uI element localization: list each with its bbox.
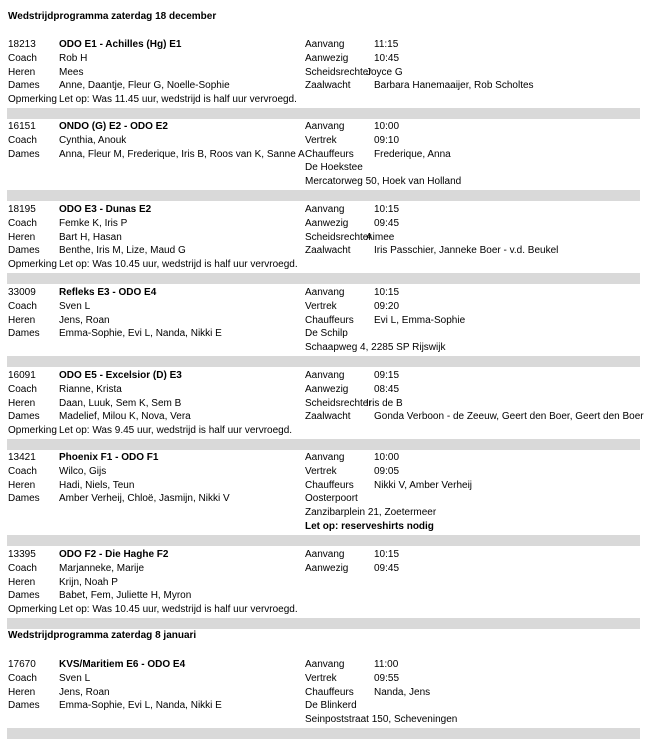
- heren-label: Heren: [8, 231, 36, 243]
- remark-text: Let op: Was 10.45 uur, wedstrijd is half uur vervroegd.: [59, 259, 298, 271]
- info-value: 11:15: [374, 39, 399, 50]
- match-row: [0, 300, 654, 314]
- coach-label: Coach: [8, 134, 37, 146]
- info-label: Zaalwacht: [305, 80, 351, 92]
- venue-line: Schaapweg 4, 2285 SP Rijswijk: [305, 342, 446, 354]
- info-value: 10:00: [374, 121, 400, 132]
- match-row: [0, 217, 654, 231]
- match-number: 13395: [8, 549, 36, 560]
- remark-row: [0, 603, 654, 617]
- match-row: [0, 383, 654, 397]
- match-number: 18195: [8, 204, 36, 215]
- dames-label: Dames: [8, 590, 40, 602]
- remark-label: Opmerking: [8, 259, 57, 271]
- match-row: [0, 479, 654, 493]
- info-label: Chauffeurs: [305, 314, 354, 326]
- info-label: Aanvang: [305, 370, 345, 381]
- remark-label: Opmerking: [8, 604, 57, 616]
- match-number: 16091: [8, 370, 36, 381]
- info-value: Iris de B: [366, 397, 403, 409]
- remark-text: Let op: Was 11.45 uur, wedstrijd is half uur vervroegd.: [59, 94, 297, 106]
- info-label: Aanvang: [305, 659, 345, 670]
- dames-label: Dames: [8, 493, 40, 505]
- info-value: 09:45: [374, 562, 400, 574]
- dames-value: Babet, Fem, Juliette H, Myron: [59, 590, 192, 602]
- heren-label: Heren: [8, 576, 36, 588]
- info-value: 09:20: [374, 300, 400, 312]
- info-label: Vertrek: [305, 300, 337, 312]
- remark-label: Opmerking: [8, 94, 57, 106]
- dames-value: Emma-Sophie, Evi L, Nanda, Nikki E: [59, 328, 222, 340]
- match-row: [0, 327, 654, 341]
- match-number: 17670: [8, 659, 36, 670]
- info-label: Scheidsrechter: [305, 231, 372, 243]
- info-label: Aanvang: [305, 452, 345, 463]
- info-value: 10:15: [374, 549, 400, 560]
- match-title: ODO E1 - Achilles (Hg) E1: [59, 39, 182, 50]
- info-value: 10:15: [374, 287, 400, 298]
- match-row: [0, 120, 654, 134]
- remark-row: [0, 424, 654, 438]
- coach-value: Sven L: [59, 300, 91, 312]
- info-value: 11:00: [374, 659, 399, 670]
- match-row: [0, 79, 654, 93]
- venue-line: De Hoekstee: [305, 162, 363, 174]
- info-label: Aanvang: [305, 39, 345, 50]
- separator-bar: [7, 356, 640, 367]
- info-value: 09:55: [374, 672, 400, 684]
- info-value: Aimee: [366, 231, 395, 243]
- dames-label: Dames: [8, 700, 40, 712]
- info-value: Nanda, Jens: [374, 686, 431, 698]
- dames-label: Dames: [8, 80, 40, 92]
- coach-label: Coach: [8, 562, 37, 574]
- info-label: Scheidsrechter: [305, 397, 372, 409]
- match-row: [0, 52, 654, 66]
- remark-text: Let op: Was 9.45 uur, wedstrijd is half uur vervroegd.: [59, 425, 293, 437]
- section-title: Wedstrijdprogramma zaterdag 18 december: [8, 11, 217, 22]
- venue-line: Zanzibarplein 21, Zoetermeer: [305, 507, 437, 519]
- match-row: [0, 66, 654, 80]
- heren-value: Mees: [59, 66, 84, 78]
- match-row: [0, 658, 654, 672]
- heren-value: Bart H, Hasan: [59, 231, 122, 243]
- heren-label: Heren: [8, 314, 36, 326]
- match-row: [0, 203, 654, 217]
- match-row: [0, 369, 654, 383]
- dames-value: Anna, Fleur M, Frederique, Iris B, Roos van K, Sanne A: [59, 148, 305, 160]
- info-label: Aanvang: [305, 287, 345, 298]
- heren-value: Krijn, Noah P: [59, 576, 118, 588]
- match-row: [0, 286, 654, 300]
- info-label: Aanwezig: [305, 562, 349, 574]
- heren-value: Jens, Roan: [59, 314, 110, 326]
- info-label: Vertrek: [305, 672, 337, 684]
- match-title: KVS/Maritiem E6 - ODO E4: [59, 659, 186, 670]
- info-label: Chauffeurs: [305, 148, 354, 160]
- dames-label: Dames: [8, 328, 40, 340]
- venue-line: Mercatorweg 50, Hoek van Holland: [305, 176, 462, 188]
- match-number: 16151: [8, 121, 36, 132]
- heren-value: Daan, Luuk, Sem K, Sem B: [59, 397, 182, 409]
- coach-value: Sven L: [59, 672, 91, 684]
- info-label: Scheidsrechter: [305, 66, 372, 78]
- separator-bar: [7, 190, 640, 201]
- remark-text: Let op: Was 10.45 uur, wedstrijd is half uur vervroegd.: [59, 604, 298, 616]
- dames-value: Amber Verheij, Chloë, Jasmijn, Nikki V: [59, 493, 230, 505]
- match-title: ODO E3 - Dunas E2: [59, 204, 152, 215]
- match-row: [0, 175, 654, 189]
- coach-label: Coach: [8, 672, 37, 684]
- remark-label: Opmerking: [8, 425, 57, 437]
- match-row: [0, 134, 654, 148]
- match-number: 33009: [8, 287, 36, 298]
- info-value: 09:45: [374, 217, 400, 229]
- heren-value: Hadi, Niels, Teun: [59, 479, 135, 491]
- dames-value: Madelief, Milou K, Nova, Vera: [59, 411, 191, 423]
- info-value: Frederique, Anna: [374, 148, 451, 160]
- heren-value: Jens, Roan: [59, 686, 110, 698]
- venue-line: De Blinkerd: [305, 700, 357, 712]
- info-label: Aanwezig: [305, 217, 349, 229]
- info-value: 10:15: [374, 204, 400, 215]
- coach-label: Coach: [8, 52, 37, 64]
- match-row: [0, 713, 654, 727]
- separator-bar: [7, 535, 640, 546]
- match-row: [0, 38, 654, 52]
- info-value: Barbara Hanemaaijer, Rob Scholtes: [374, 80, 534, 92]
- info-value: 09:10: [374, 134, 400, 146]
- info-label: Zaalwacht: [305, 245, 351, 257]
- separator-bar: [7, 439, 640, 450]
- heren-label: Heren: [8, 686, 36, 698]
- info-label: Aanwezig: [305, 383, 349, 395]
- dames-label: Dames: [8, 148, 40, 160]
- info-label: Aanvang: [305, 121, 345, 132]
- match-row: [0, 314, 654, 328]
- match-row: [0, 231, 654, 245]
- dames-value: Anne, Daantje, Fleur G, Noelle-Sophie: [59, 80, 230, 92]
- match-number: 18213: [8, 39, 36, 50]
- dames-value: Benthe, Iris M, Lize, Maud G: [59, 245, 186, 257]
- match-row: [0, 465, 654, 479]
- match-row: [0, 576, 654, 590]
- info-label: Zaalwacht: [305, 411, 351, 423]
- match-row: [0, 589, 654, 603]
- info-value: 09:05: [374, 465, 400, 477]
- match-title: ODO F2 - Die Haghe F2: [59, 549, 169, 560]
- match-title: ODO E5 - Excelsior (D) E3: [59, 370, 182, 381]
- match-row: [0, 397, 654, 411]
- info-label: Chauffeurs: [305, 479, 354, 491]
- info-label: Aanwezig: [305, 52, 349, 64]
- remark-row: [0, 258, 654, 272]
- coach-value: Marjanneke, Marije: [59, 562, 145, 574]
- match-row: [0, 562, 654, 576]
- match-row: [0, 492, 654, 506]
- heren-label: Heren: [8, 66, 36, 78]
- remark-row: [0, 93, 654, 107]
- coach-value: Cynthia, Anouk: [59, 134, 127, 146]
- info-label: Aanvang: [305, 204, 345, 215]
- coach-label: Coach: [8, 217, 37, 229]
- match-row: [0, 672, 654, 686]
- match-row: [0, 161, 654, 175]
- info-label: Vertrek: [305, 465, 337, 477]
- dames-label: Dames: [8, 411, 40, 423]
- dames-value: Emma-Sophie, Evi L, Nanda, Nikki E: [59, 700, 222, 712]
- coach-value: Wilco, Gijs: [59, 465, 107, 477]
- info-value: Joyce G: [366, 66, 403, 78]
- coach-value: Rob H: [59, 52, 88, 64]
- match-row: [0, 410, 654, 424]
- venue-line: De Schilp: [305, 328, 348, 340]
- match-title: Phoenix F1 - ODO F1: [59, 452, 159, 463]
- venue-line: Oosterpoort: [305, 493, 358, 505]
- heren-label: Heren: [8, 397, 36, 409]
- coach-label: Coach: [8, 465, 37, 477]
- info-label: Chauffeurs: [305, 686, 354, 698]
- match-row: [0, 148, 654, 162]
- info-label: Aanvang: [305, 549, 345, 560]
- info-label: Vertrek: [305, 134, 337, 146]
- info-value: Evi L, Emma-Sophie: [374, 314, 466, 326]
- match-note: Let op: reserveshirts nodig: [305, 521, 434, 532]
- match-row: [0, 686, 654, 700]
- match-row: [0, 341, 654, 355]
- info-value: Gonda Verboon - de Zeeuw, Geert den Boer, Geert den Boer: [374, 411, 644, 423]
- separator-bar: [7, 728, 640, 739]
- dames-label: Dames: [8, 245, 40, 257]
- match-title: Refleks E3 - ODO E4: [59, 287, 157, 298]
- separator-bar: [7, 273, 640, 284]
- info-value: 10:00: [374, 452, 400, 463]
- match-row: [0, 244, 654, 258]
- separator-bar: [7, 108, 640, 119]
- match-row: [0, 451, 654, 465]
- match-number: 13421: [8, 452, 36, 463]
- info-value: 09:15: [374, 370, 400, 381]
- info-value: Iris Passchier, Janneke Boer - v.d. Beukel: [374, 245, 559, 257]
- match-row: [0, 520, 654, 534]
- coach-label: Coach: [8, 300, 37, 312]
- match-title: ONDO (G) E2 - ODO E2: [59, 121, 168, 132]
- coach-label: Coach: [8, 383, 37, 395]
- info-value: Nikki V, Amber Verheij: [374, 479, 473, 491]
- venue-line: Seinpoststraat 150, Scheveningen: [305, 714, 458, 726]
- match-row: [0, 506, 654, 520]
- coach-value: Femke K, Iris P: [59, 217, 128, 229]
- info-value: 10:45: [374, 52, 400, 64]
- info-value: 08:45: [374, 383, 400, 395]
- heren-label: Heren: [8, 479, 36, 491]
- coach-value: Rianne, Krista: [59, 383, 122, 395]
- match-row: [0, 548, 654, 562]
- section-title: Wedstrijdprogramma zaterdag 8 januari: [8, 630, 197, 641]
- match-row: [0, 699, 654, 713]
- separator-bar: [7, 618, 640, 629]
